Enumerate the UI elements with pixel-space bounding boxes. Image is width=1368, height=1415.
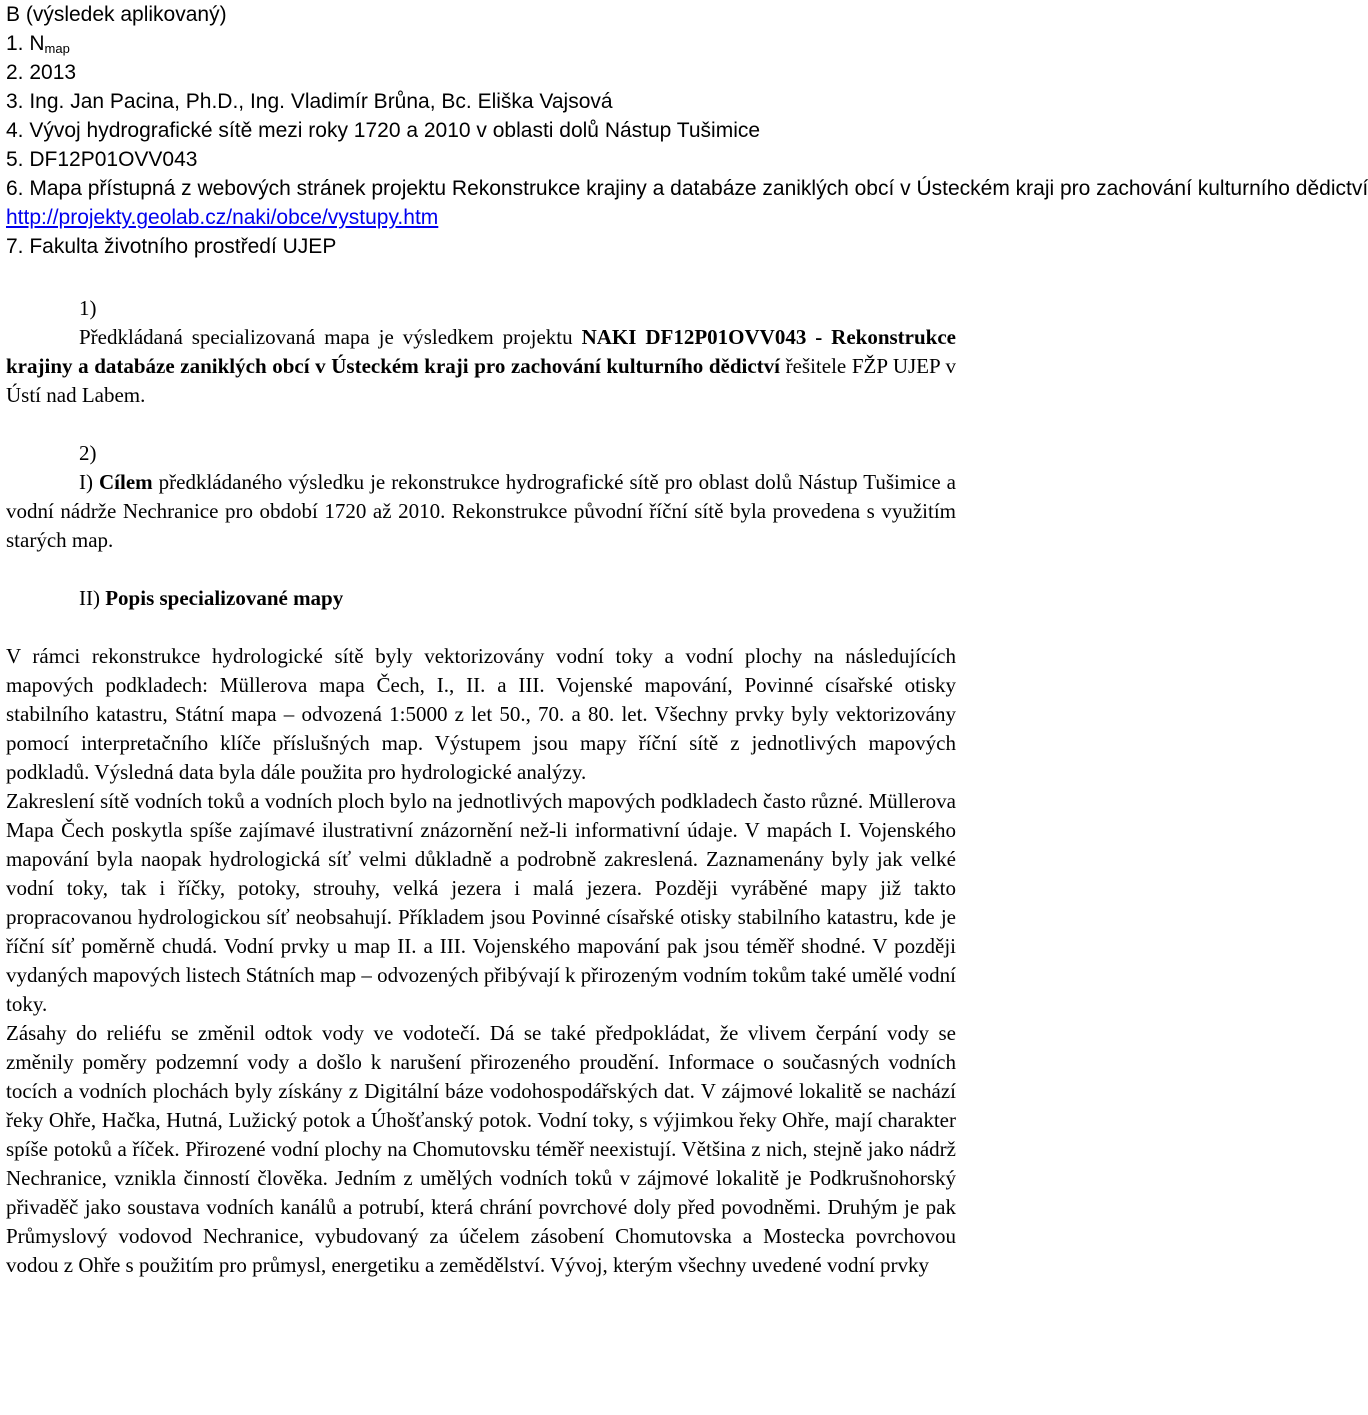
body-paragraph-2: Zakreslení sítě vodních toků a vodních ploch bylo na jednotlivých mapových podkladech často různé. Müllerova Mapa Čech poskytla spíše zajímavé ilustrativní znázornění než-li informativní údaje. V mapách I. Vojenského mapování byla naopak hydrologická síť velmi důkladně a podrobně zakreslená. Zaznamenány byly jak velké vodní toky, tak i říčky, potoky, strouhy, velká jezera i malá jezera. Později vyráběné mapy již takto propracovanou hydrologickou síť neobsahují. Příkladem jsou Povinné císařské otisky stabilního katastru, kde je říční síť poměrně chudá. Vodní prvky u map II. a III. Vojenského mapování pak jsou téměř shodné. V později vydaných mapových listech Státních map – odvozených přibývají k přirozeným vodním tokům také umělé vodní toky. bbox=[6, 789, 956, 1016]
item-2-year: 2. 2013 bbox=[6, 61, 77, 84]
body-paragraph-3: Zásahy do reliéfu se změnil odtok vody ve vodotečí. Dá se také předpokládat, že vlivem čerpání vody se změnily poměry podzemní vody a došlo k narušení přirozeného proudění. Informace o současných vodních tocích a vodních plochách byly získány z Digitální báze vodohospodářských dat. V zájmové lokalitě se nachází řeky Ohře, Hačka, Hutná, Lužický potok a Úhošťanský potok. Vodní toky, s výjimkou řeky Ohře, mají charakter spíše potoků a říček. Přirozené vodní plochy na Chomutovsku téměř neexistují. Většina z nich, stejně jako nádrž Nechranice, vznikla činností člověka. Jedním z umělých vodních toků v zájmové lokalitě je Podkrušnohorský přivaděč jako soustava vodních kanálů a potrubí, která chrání povrchové doly před povodněmi. Druhým je pak Průmyslový vodovod Nechranice, vybudovaný za účelem zásobení Chomutovska a Mostecka povrchovou vodou z Ohře s použitím pro průmysl, energetiku a zemědělství. Vývoj, kterým všechny uvedené vodní prvky bbox=[6, 1021, 956, 1277]
goal-text: předkládaného výsledku je rekonstrukce hydrografické sítě pro oblast dolů Nástup Tušimice a vodní nádrže Nechranice pro období 1720 až 2010. Rekonstrukce původní říční sítě byla provedena s využitím starých map. bbox=[6, 470, 956, 552]
item-4-title: 4. Vývoj hydrografické sítě mezi roky 1720 a 2010 v oblasti dolů Nástup Tušimice bbox=[6, 119, 761, 142]
section-2-goal-paragraph bbox=[6, 468, 956, 555]
item-7-institution: 7. Fakulta životního prostředí UJEP bbox=[6, 235, 337, 258]
goal-bold-label: Cílem bbox=[99, 470, 153, 494]
item-1-subscript: map bbox=[44, 41, 70, 56]
item-1-main: 1. N bbox=[6, 32, 45, 55]
item-6-availability: 6. Mapa přístupná z webových stránek projektu Rekonstrukce krajiny a databáze zaniklých obcí v Ústeckém kraji pro zachování kulturního dědictví bbox=[6, 177, 1368, 200]
item-1-type bbox=[6, 29, 956, 58]
section-1-end: řešitele FŽP UJEP v Ústí nad Labem. bbox=[6, 354, 956, 407]
section-1-number: 1) bbox=[79, 296, 97, 320]
item-5-code: 5. DF12P01OVV043 bbox=[6, 148, 198, 171]
description-heading-bold: Popis specializované mapy bbox=[105, 586, 344, 610]
description-prefix: II) bbox=[79, 586, 106, 610]
project-url-link[interactable]: http://projekty.geolab.cz/naki/obce/vystupy.htm bbox=[6, 206, 439, 229]
body-paragraph-1: V rámci rekonstrukce hydrologické sítě byly vektorizovány vodní toky a vodní plochy na následujících mapových podkladech: Müllerova mapa Čech, I., II. a III. Vojenské mapování, Povinné císařské otisky stabilního katastru, Státní mapa – odvozená 1:5000 z let 50., 70. a 80. let. Všechny prvky byly vektorizovány pomocí interpretačního klíče příslušných map. Výstupem jsou mapy říční sítě z jednotlivých mapových podkladů. Výsledná data byla dále použita pro hydrologické analýzy. bbox=[6, 644, 956, 784]
document-page bbox=[6, 0, 1368, 1280]
section-1-paragraph bbox=[6, 323, 956, 410]
section-1-text: Předkládaná specializovaná mapa je výsledkem projektu bbox=[79, 325, 582, 349]
project-title-bold: NAKI DF12P01OVV043 - Rekonstrukce krajiny a databáze zaniklých obcí v Ústeckém kraji pro zachování kulturního dědictví bbox=[6, 325, 956, 378]
item-3-authors: 3. Ing. Jan Pacina, Ph.D., Ing. Vladimír Brůna, Bc. Eliška Vajsová bbox=[6, 90, 613, 113]
item-6-link-row bbox=[6, 203, 956, 232]
goal-prefix: I) bbox=[79, 470, 99, 494]
section-2-number: 2) bbox=[79, 441, 97, 465]
section-2-description-heading bbox=[6, 584, 956, 613]
result-type: B (výsledek aplikovaný) bbox=[6, 3, 227, 26]
